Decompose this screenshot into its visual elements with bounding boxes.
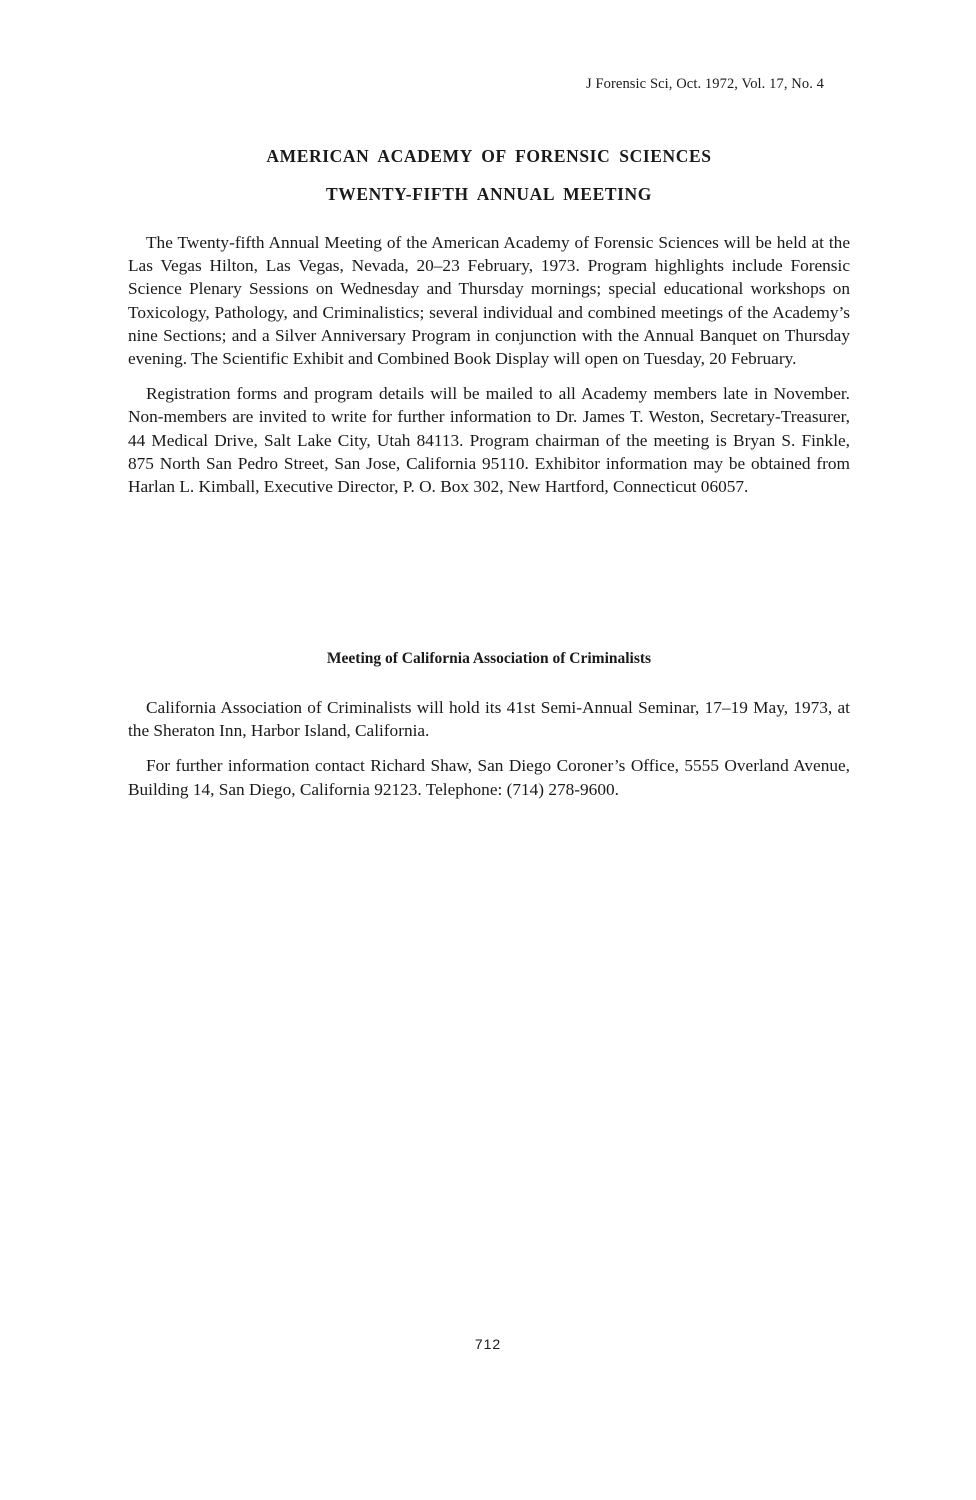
running-head: J Forensic Sci, Oct. 1972, Vol. 17, No. 4 — [586, 76, 824, 92]
title-line-1: AMERICAN ACADEMY OF FORENSIC SCIENCES — [266, 146, 712, 166]
article-title — [128, 144, 850, 206]
aafs-announcement — [128, 231, 850, 498]
page-number: 712 — [474, 1336, 502, 1352]
aafs-paragraph-2: Registration forms and program details will be mailed to all Academy members late in November. Non-members are invited to write for further information to Dr. James T. Weston, Secretary-Treasurer, 44 Medical Drive, Salt Lake City, Utah 84113. Program chairman of the meeting is Bryan S. Finkle, 875 North San Pedro Street, San Jose, California 95110. Exhibitor information may be obtained from Harlan L. Kimball, Executive Director, P. O. Box 302, New Hartford, Connecticut 06057. — [128, 384, 850, 497]
cac-heading: Meeting of California Association of Criminalists — [326, 650, 652, 667]
aafs-paragraph-1: The Twenty-fifth Annual Meeting of the American Academy of Forensic Sciences will be held at the Las Vegas Hilton, Las Vegas, Nevada, 20–23 February, 1973. Program highlights include Forensic Science Plenary Sessions on Wednesday and Thursday mornings; special educational workshops on Toxicology, Pathology, and Criminalistics; several individual and combined meetings of the Academy’s nine Sections; and a Silver Anniversary Program in conjunction with the Annual Banquet on Thursday evening. The Scientific Exhibit and Combined Book Display will open on Tuesday, 20 February. — [128, 233, 850, 369]
cac-paragraph-1: California Association of Criminalists will hold its 41st Semi-Annual Seminar, 17–19 May, 1973, at the Sheraton Inn, Harbor Island, California. — [128, 698, 850, 741]
cac-announcement — [128, 696, 850, 801]
cac-paragraph-2: For further information contact Richard Shaw, San Diego Coroner’s Office, 5555 Overland Avenue, Building 14, San Diego, California 92123. Telephone: (714) 278-9600. — [128, 756, 850, 799]
title-line-2: TWENTY-FIFTH ANNUAL MEETING — [326, 184, 652, 204]
